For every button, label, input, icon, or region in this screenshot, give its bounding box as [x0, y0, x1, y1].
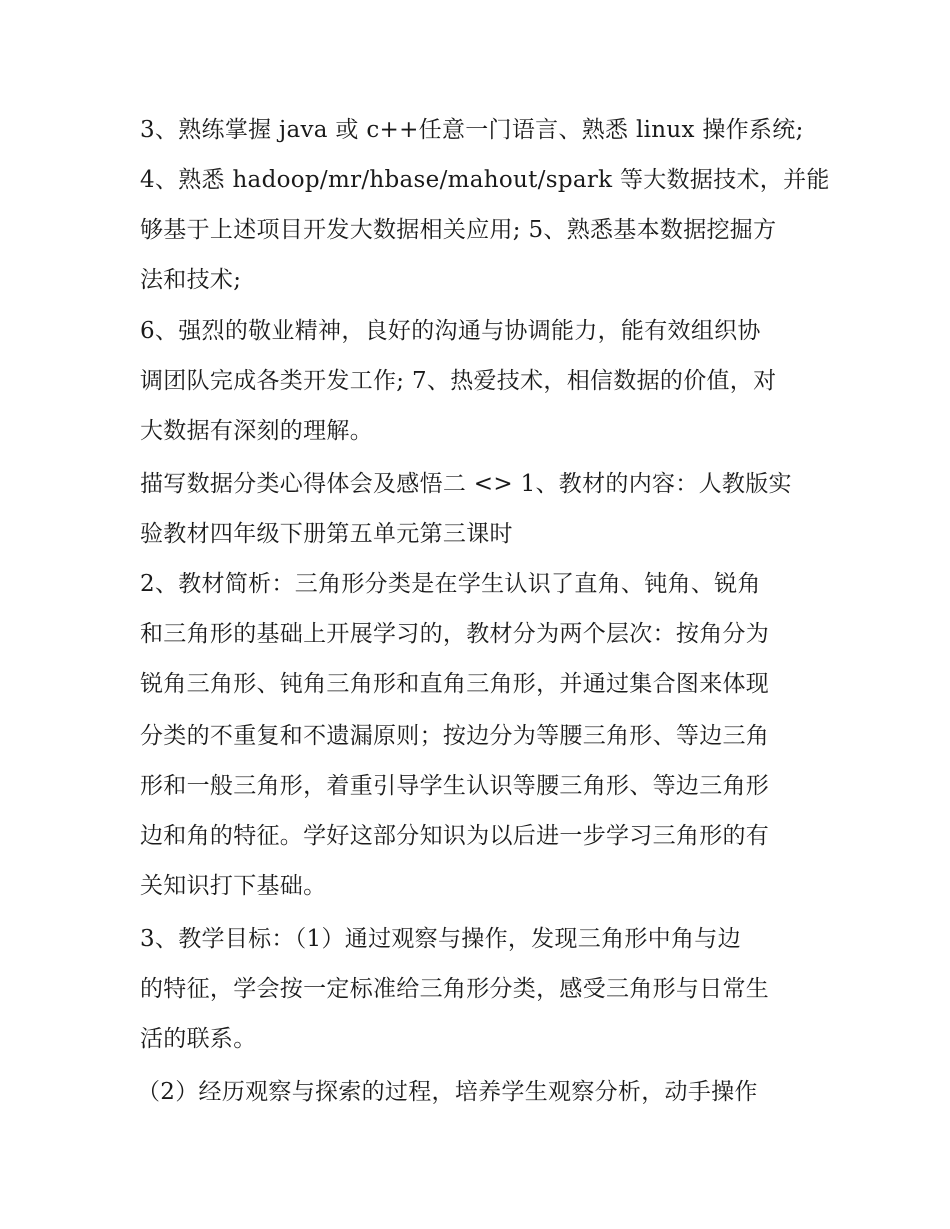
- text-line: 调团队完成各类开发工作; 7、热爱技术，相信数据的价值，对: [140, 368, 777, 394]
- text-line: 3、教学目标：（1）通过观察与操作，发现三角形中角与边: [140, 926, 741, 952]
- text-line: 锐角三角形、钝角三角形和直角三角形，并通过集合图来体现: [140, 671, 770, 697]
- text-line: 边和角的特征。学好这部分知识为以后进一步学习三角形的有: [140, 823, 770, 849]
- text-line: 分类的不重复和不遗漏原则；按边分为等腰三角形、等边三角: [140, 723, 770, 749]
- text-line: 和三角形的基础上开展学习的，教材分为两个层次：按角分为: [140, 621, 770, 647]
- text-line: 的特征，学会按一定标准给三角形分类，感受三角形与日常生: [140, 976, 770, 1002]
- text-line: 2、教材简析：三角形分类是在学生认识了直角、钝角、锐角: [140, 571, 761, 597]
- text-line: 4、熟悉 hadoop/mr/hbase/mahout/spark 等大数据技术，并能: [140, 167, 830, 193]
- text-line: 验教材四年级下册第五单元第三课时: [140, 521, 513, 547]
- text-line: （2）经历观察与探索的过程，培养学生观察分析，动手操作: [137, 1079, 758, 1105]
- text-line: 6、强烈的敬业精神，良好的沟通与协调能力，能有效组织协: [140, 318, 761, 344]
- text-line: 关知识打下基础。: [140, 873, 327, 899]
- text-line: 活的联系。: [140, 1026, 257, 1052]
- text-line: 形和一般三角形，着重引导学生认识等腰三角形、等边三角形: [140, 773, 770, 799]
- text-line: 大数据有深刻的理解。: [140, 418, 373, 444]
- text-line: 3、熟练掌握 java 或 c++任意一门语言、熟悉 linux 操作系统;: [140, 117, 804, 143]
- text-line: 描写数据分类心得体会及感悟二 <> 1、教材的内容：人教版实: [140, 471, 792, 497]
- text-line: 够基于上述项目开发大数据相关应用; 5、熟悉基本数据挖掘方: [140, 217, 777, 243]
- text-line: 法和技术;: [140, 267, 242, 293]
